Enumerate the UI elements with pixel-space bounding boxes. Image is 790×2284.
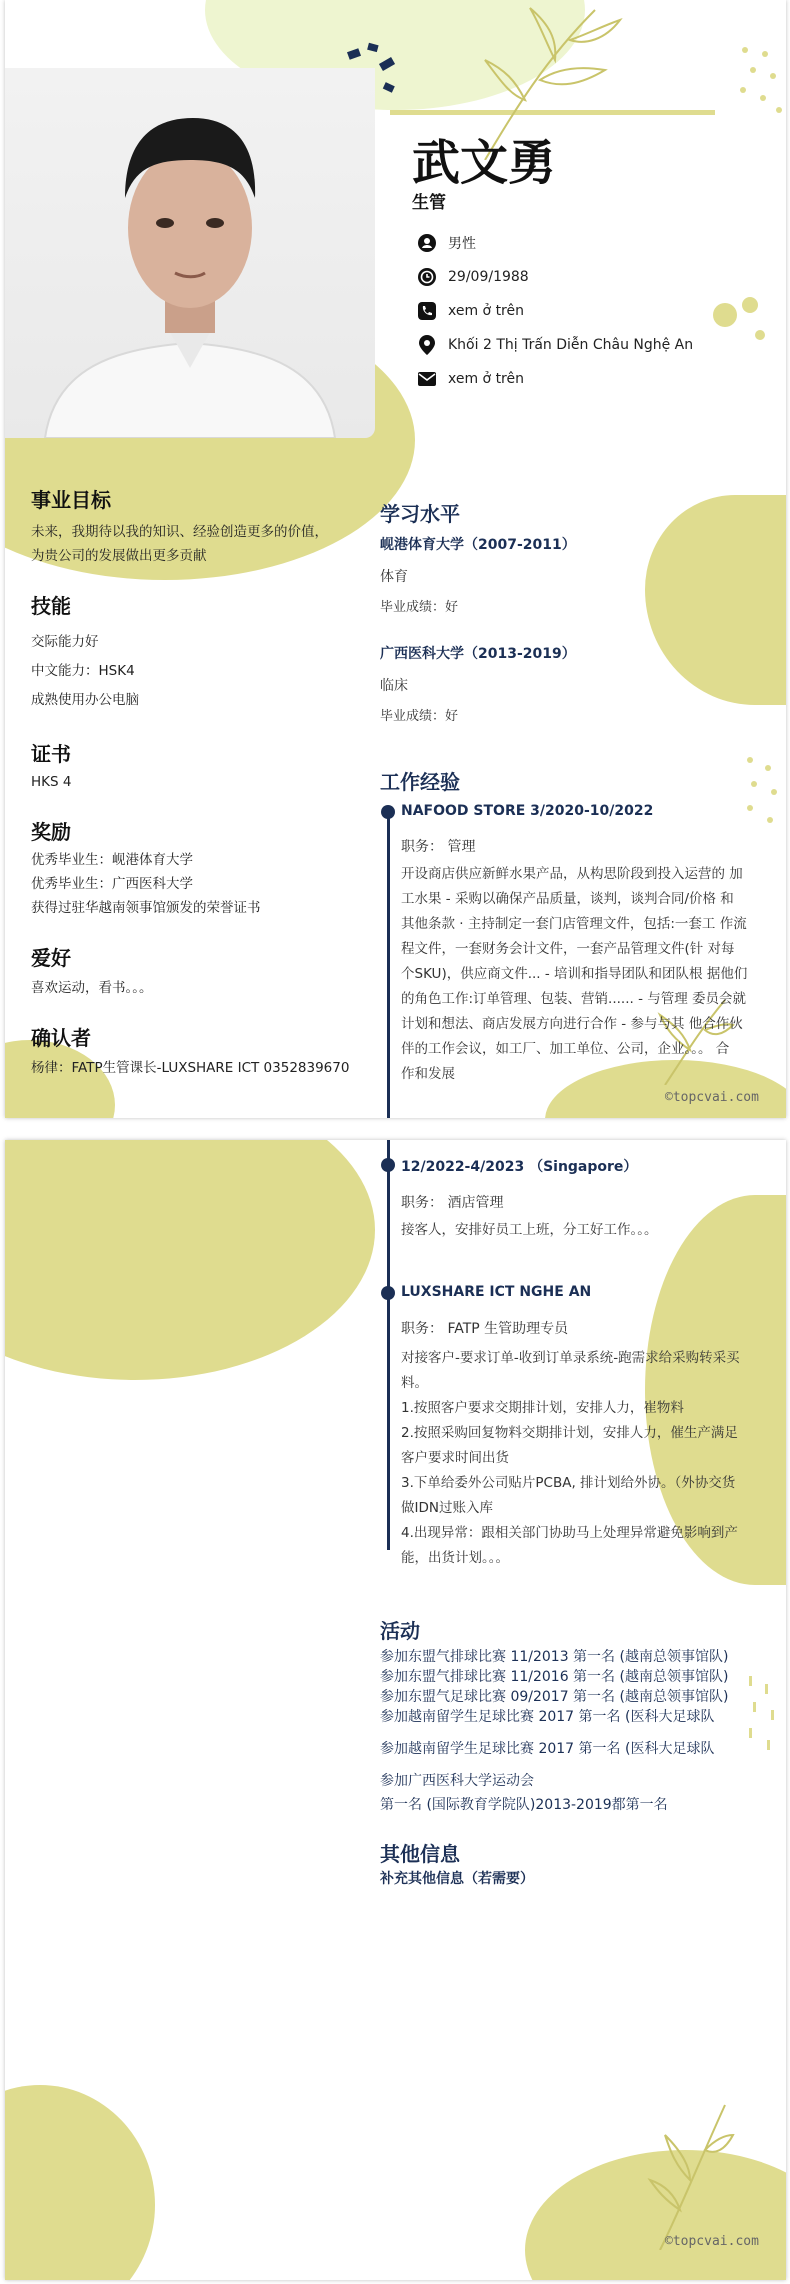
award-item: 优秀毕业生：广西医科大学 bbox=[31, 876, 193, 892]
job-desc-line: 做IDN过账入库 bbox=[401, 1500, 493, 1516]
dots-pattern-icon bbox=[735, 40, 785, 120]
job-desc-line: 接客人，安排好员工上班，分工好工作。。。 bbox=[401, 1222, 658, 1238]
info-phone bbox=[416, 300, 524, 322]
phone-icon bbox=[416, 300, 438, 322]
activity-item: 第一名 (国际教育学院队)2013-2019都第一名 bbox=[380, 1797, 668, 1813]
education-major: 体育 bbox=[380, 569, 408, 585]
reference-item: 杨律：FATP生管课长-LUXSHARE ICT 0352839670 bbox=[31, 1060, 350, 1076]
activity-item: 参加越南留学生足球比赛 2017 第一名 (医科大足球队 bbox=[380, 1709, 715, 1725]
info-phone-text: xem ở trên bbox=[448, 303, 524, 319]
job-company: 12/2022-4/2023 （Singapore） bbox=[401, 1159, 638, 1175]
user-icon bbox=[416, 232, 438, 254]
job-description bbox=[401, 1218, 761, 1243]
leaf-sprig-icon bbox=[645, 2100, 735, 2250]
skill-item: 交际能力好 bbox=[31, 634, 99, 650]
objective-line: 未来，我期待以我的知识、经验创造更多的价值， bbox=[31, 524, 328, 540]
job-desc-line: 对接客户-要求订单-收到订单录系统-跑需求给采购转采买 bbox=[401, 1350, 740, 1366]
profile-photo bbox=[5, 68, 375, 438]
job-desc-line: 开设商店供应新鲜水果产品，从构思阶段到投入运营的 加 bbox=[401, 866, 743, 882]
job-company: NAFOOD STORE 3/2020-10/2022 bbox=[401, 803, 654, 819]
timeline-line bbox=[387, 812, 390, 1118]
references-title: 确认者 bbox=[31, 1026, 91, 1050]
job-desc-line: 1.按照客户要求交期排计划，安排人力，崔物料 bbox=[401, 1400, 684, 1416]
education-school: 岘港体育大学（2007-2011） bbox=[380, 537, 576, 553]
clock-icon bbox=[416, 266, 438, 288]
job-desc-line: 能，出货计划。。。 bbox=[401, 1550, 509, 1566]
award-item: 优秀毕业生：岘港体育大学 bbox=[31, 852, 193, 868]
activity-item: 参加越南留学生足球比赛 2017 第一名 (医科大足球队 bbox=[380, 1741, 715, 1757]
job-description bbox=[401, 862, 761, 1087]
certificate-item: HKS 4 bbox=[31, 774, 72, 790]
experience-title: 工作经验 bbox=[380, 770, 460, 794]
objective-line: 为贵公司的发展做出更多贡献 bbox=[31, 548, 207, 564]
education-grade: 毕业成绩：好 bbox=[380, 709, 459, 724]
activities-title: 活动 bbox=[380, 1619, 420, 1643]
timeline-dot bbox=[381, 805, 395, 819]
cv-page-1 bbox=[5, 0, 786, 1118]
references-list bbox=[31, 1056, 349, 1080]
job-desc-line: 的角色工作:订单管理、包装、营销...... - 与管理 委员会就 bbox=[401, 991, 747, 1007]
job-company: LUXSHARE ICT NGHE AN bbox=[401, 1284, 592, 1300]
job-desc-line: 程文件，一套财务会计文件，一套产品管理文件(针 对每 bbox=[401, 941, 735, 957]
dots-pattern-icon bbox=[743, 1670, 783, 1760]
info-address bbox=[416, 334, 693, 356]
timeline-line bbox=[387, 1140, 390, 1550]
job-desc-line: 作和发展 bbox=[401, 1066, 455, 1082]
job-desc-line: 客户要求时间出货 bbox=[401, 1450, 509, 1466]
awards-list bbox=[31, 848, 261, 920]
timeline-dot bbox=[381, 1286, 395, 1300]
hobby-item: 喜欢运动，看书。。。 bbox=[31, 980, 153, 996]
person-portrait-icon bbox=[5, 68, 375, 438]
info-email bbox=[416, 368, 524, 390]
activity-item: 参加东盟气足球比赛 09/2017 第一名 (越南总领事馆队) bbox=[380, 1689, 729, 1705]
job-desc-line: 3.下单给委外公司贴片PCBA, 排计划给外协。（外协交货 bbox=[401, 1475, 736, 1491]
location-pin-icon bbox=[416, 334, 438, 356]
activity-item: 参加东盟气排球比赛 11/2016 第一名 (越南总领事馆队) bbox=[380, 1669, 729, 1685]
objective-title: 事业目标 bbox=[31, 488, 111, 512]
award-item: 获得过驻华越南领事馆颁发的荣誉证书 bbox=[31, 900, 261, 916]
certificates-list bbox=[31, 770, 71, 794]
mail-icon bbox=[416, 368, 438, 390]
decor-blob-left bbox=[5, 1140, 375, 1380]
job-desc-line: 4.出现异常：跟相关部门协助马上处理异常避免影响到产 bbox=[401, 1525, 738, 1541]
education-title: 学习水平 bbox=[380, 502, 460, 526]
awards-title: 奖励 bbox=[31, 820, 71, 844]
candidate-position: 生管 bbox=[412, 193, 446, 213]
info-birthdate-text: 29/09/1988 bbox=[448, 269, 529, 285]
candidate-name: 武文勇 bbox=[412, 135, 557, 191]
watermark: ©topcvai.com bbox=[665, 2234, 759, 2249]
timeline-dot bbox=[381, 1158, 395, 1172]
activity-item: 参加广西医科大学运动会 bbox=[380, 1773, 534, 1789]
info-birthdate bbox=[416, 266, 529, 288]
skill-item: 中文能力：HSK4 bbox=[31, 663, 135, 679]
info-gender-text: 男性 bbox=[448, 236, 476, 252]
job-role: 职务： 管理 bbox=[401, 839, 476, 855]
job-role: 职务： FATP 生管助理专员 bbox=[401, 1321, 569, 1337]
info-gender bbox=[416, 232, 476, 254]
skills-list bbox=[31, 628, 139, 715]
other-info-text: 补充其他信息（若需要） bbox=[380, 1871, 534, 1887]
other-info-title: 其他信息 bbox=[380, 1842, 460, 1866]
decor-blob-bottom-left bbox=[5, 2085, 155, 2280]
job-desc-line: 其他条款 · 主持制定一套门店管理文件，包括:一套工 作流 bbox=[401, 916, 747, 932]
job-role: 职务： 酒店管理 bbox=[401, 1195, 504, 1211]
job-desc-line: 料。 bbox=[401, 1375, 428, 1391]
certificates-title: 证书 bbox=[31, 742, 71, 766]
skills-title: 技能 bbox=[31, 594, 71, 618]
job-description bbox=[401, 1346, 761, 1571]
education-school: 广西医科大学（2013-2019） bbox=[380, 646, 576, 662]
dots-circles-icon bbox=[705, 285, 775, 355]
education-major: 临床 bbox=[380, 678, 408, 694]
decor-blob-right bbox=[645, 495, 786, 705]
education-grade: 毕业成绩：好 bbox=[380, 600, 459, 615]
job-desc-line: 计划和想法、商店发展方向进行合作 - 参与与其 他合作伙 bbox=[401, 1016, 743, 1032]
hobbies-list bbox=[31, 976, 153, 1000]
objective-text bbox=[31, 520, 328, 568]
activity-item: 参加东盟气排球比赛 11/2013 第一名 (越南总领事馆队) bbox=[380, 1649, 729, 1665]
job-desc-line: 个SKU)，供应商文件... - 培训和指导团队和团队根 据他们 bbox=[401, 966, 748, 982]
job-desc-line: 工水果 - 采购以确保产品质量，谈判，谈判合同/价格 和 bbox=[401, 891, 734, 907]
skill-item: 成熟使用办公电脑 bbox=[31, 692, 139, 708]
job-desc-line: 2.按照采购回复物料交期排计划，安排人力，催生产满足 bbox=[401, 1425, 738, 1441]
hobbies-title: 爱好 bbox=[31, 946, 71, 970]
cv-page-2 bbox=[5, 1140, 786, 2280]
info-email-text: xem ở trên bbox=[448, 371, 524, 387]
info-address-text: Khối 2 Thị Trấn Diễn Châu Nghệ An bbox=[448, 337, 694, 353]
watermark: ©topcvai.com bbox=[665, 1090, 759, 1105]
job-desc-line: 伴的工作会议，如工厂、加工单位、公司，企业。。。 合 bbox=[401, 1041, 730, 1057]
dots-pattern-icon bbox=[740, 750, 785, 830]
